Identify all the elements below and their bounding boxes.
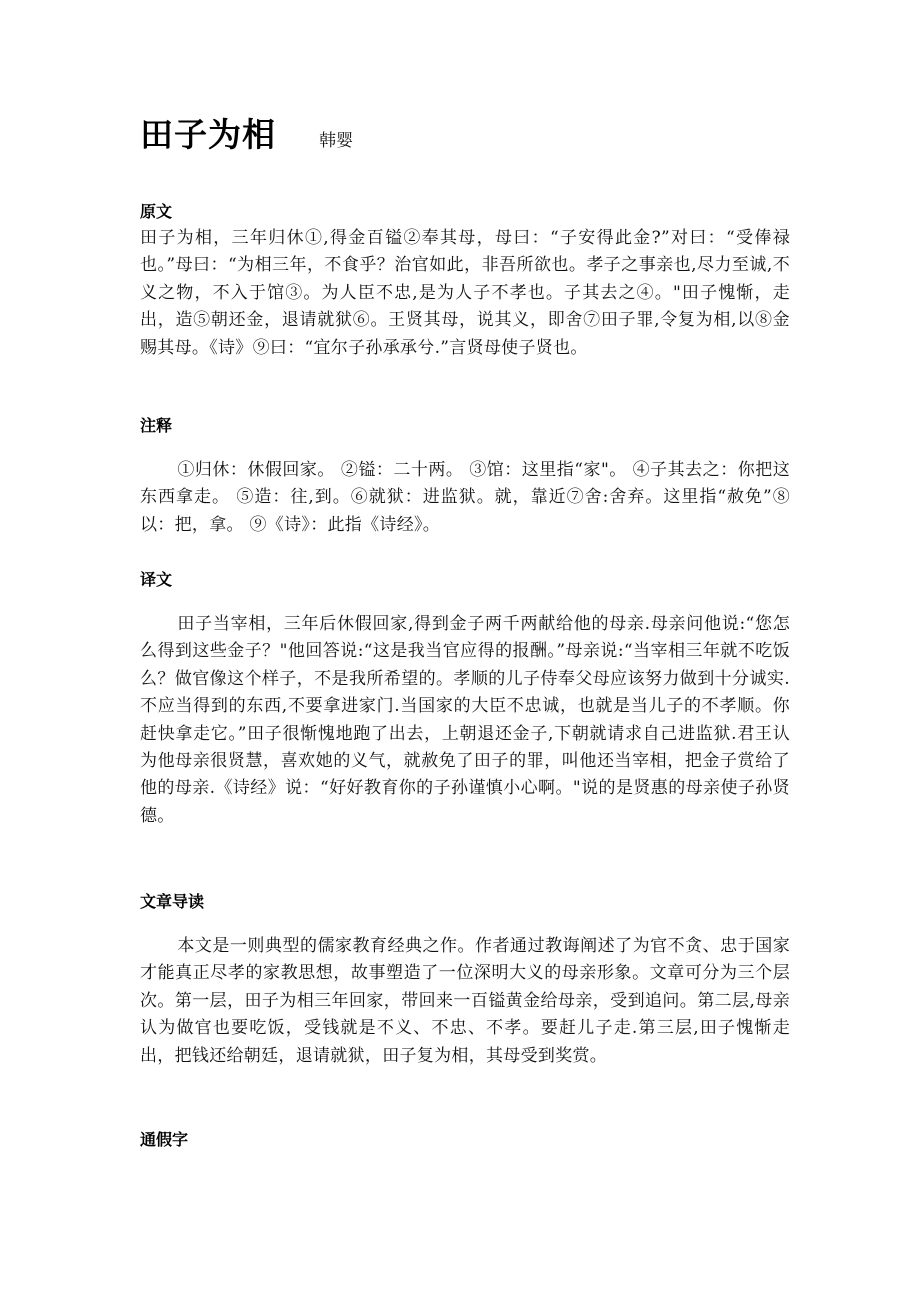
translation-text: 田子当宰相，三年后休假回家,得到金子两千两献给他的母亲.母亲问他说:“您怎么得到这些金子？"他回答说:“这是我当官应得的报酬。”母亲说:“当宰相三年就不吃饭么？做官像这个样子，不是我所希望的。孝顺的儿子侍奉父母应该努力做到十分诚实.不应当得到的东西,不要拿进家门.当国家的大臣不忠诚，也就是当儿子的不孝顺。你赶快拿走它。”田子很惭愧地跑了出去，上朝退还金子,下朝就请求自己进监狱.君王认为他母亲很贤慧，喜欢她的义气，就赦免了田子的罪，叫他还当宰相，把金子赏给了他的母亲.《诗经》说：“好好教育你的子孙谨慎小心啊。"说的是贤惠的母亲使子孙贤德。 [140,614,790,826]
section-notes [140,413,790,539]
section-tongjia [140,1127,790,1153]
section-heading-guide: 文章导读 [140,892,205,911]
section-original [140,199,790,362]
document-title: 田子为相 [140,115,276,154]
section-heading-notes: 注释 [140,416,173,435]
notes-text: ①归休：休假回家。 ②镒：二十两。 ③馆：这里指“家"。 ④子其去之：你把这东西拿走。 ⑤造：往,到。⑥就狱：进监狱。就，靠近⑦舍:舍弃。这里指“赦免”⑧以：把，拿。 ⑨《诗》：此指《诗经》。 [140,460,790,535]
document-author: 韩婴 [319,131,354,151]
section-guide [140,889,790,1070]
section-heading-translation: 译文 [140,570,173,589]
guide-text: 本文是一则典型的儒家教育经典之作。作者通过教诲阐述了为官不贪、忠于国家才能真正尽孝的家教思想，故事塑造了一位深明大义的母亲形象。文章可分为三个层次。第一层，田子为相三年回家，带回来一百镒黄金给母亲，受到追问。第二层,母亲认为做官也要吃饭，受钱就是不义、不忠、不孝。要赶儿子走.第三层,田子愧惭走出，把钱还给朝廷，退请就狱，田子复为相，其母受到奖赏。 [140,936,790,1066]
title-row [140,112,353,164]
section-heading-tongjia: 通假字 [140,1130,189,1149]
section-translation [140,567,790,830]
original-text: 田子为相，三年归休①,得金百镒②奉其母，母曰：“子安得此金?”对曰：“受俸禄也。”母曰：“为相三年，不食乎？治官如此，非吾所欲也。孝子之事亲也,尽力至诚,不义之物，不入于馆③。为人臣不忠,是为人子不孝也。子其去之④。"田子愧惭，走出，造⑤朝还金，退请就狱⑥。王贤其母，说其义，即舍⑦田子罪,令复为相,以⑧金赐其母。《诗》⑨曰：“宜尔子孙承承兮.”言贤母使子贤也。 [140,228,790,358]
section-heading-original: 原文 [140,202,173,221]
